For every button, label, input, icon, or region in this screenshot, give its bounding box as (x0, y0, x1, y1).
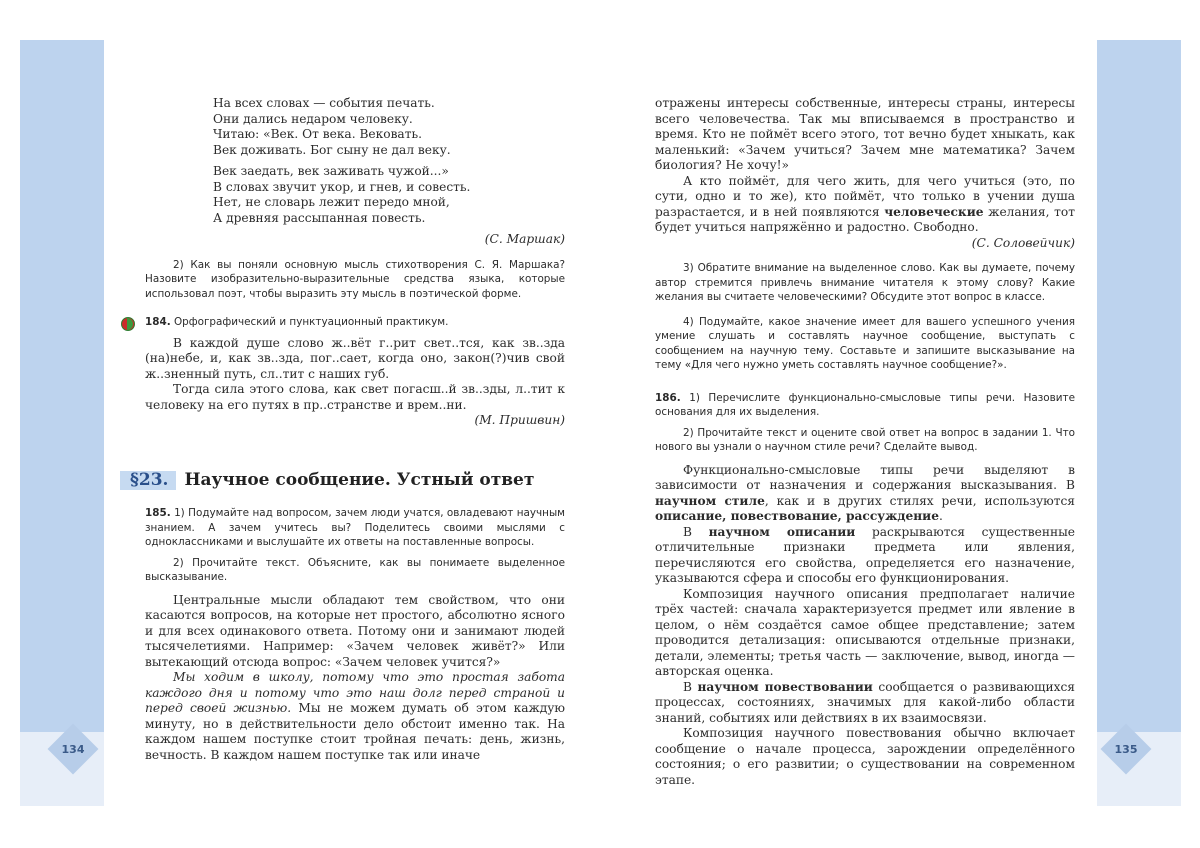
exercise-number: 185. (145, 507, 171, 519)
exercise-186-task-2: 2) Прочитайте текст и оцените свой ответ на вопрос в задании 1. Что нового вы узнали о научном стиле речи? Сделайте вывод. (655, 426, 1075, 453)
text-part: раскрываются существенные отличительные признаки предмета или явления, перечисляются его свойства, определяется его назначение, указываются сфера и способы его функционирования. (655, 524, 1075, 585)
theory-paragraph-1 (655, 463, 1075, 525)
task-text: 1) Подумайте над вопросом, зачем люди учатся, овладевают научным знанием. А зачем учитесь вы? Поделитесь своими мыслями с одноклассниками и выслушайте их ответы на поставленные вопросы. (145, 507, 565, 548)
poem-line: В словах звучит укор, и гнев, и совесть. (213, 179, 471, 194)
exercise-185-task-1 (145, 506, 565, 550)
poem-stanza-2 (213, 164, 565, 226)
text-part: . (938, 509, 943, 523)
bold-term: научном стиле (655, 493, 765, 508)
bold-word: человеческие (884, 204, 984, 219)
poem-line: Нет, не словарь лежит передо мной, (213, 195, 450, 209)
exercise-number: 184. (145, 316, 171, 328)
exercise-186-task-1 (655, 391, 1075, 420)
theory-paragraph-5: Композиция научного повествования обычно включает сообщение о начале процесса, зарождении определённого состояния; о его развитии; о существовании на современном этапе. (655, 726, 1075, 787)
poem-line: А древняя рассыпанная повесть. (213, 210, 426, 225)
poem-line: На всех словах — события печать. (213, 96, 435, 110)
task-2: 2) Как вы поняли основную мысль стихотворения С. Я. Маршака? Назовите изобразительно-выразительные средства языка, которые использовал поэт, чтобы выразить эту мысль в поэтической форме. (145, 258, 565, 300)
poem (213, 96, 565, 226)
exercise-184-paragraph-2: Тогда сила этого слова, как свет погасш..й зв..зды, л..тит к человеку на его путях в пр..странстве и врем..ни. (145, 382, 565, 412)
highlighted-statement: Мы ходим в школу, потому что это простая забота каждого дня и потому что это наш долг перед страной и перед своей жизнью. (145, 670, 565, 715)
exercise-185-task-2: 2) Прочитайте текст. Объясните, как вы понимаете выделенное высказывание. (145, 556, 565, 583)
section-number: §23. (120, 471, 176, 491)
right-margin-band (1097, 40, 1181, 803)
section-title: Научное сообщение. Устный ответ (184, 469, 535, 490)
text-part: , как и в других стилях речи, используются (764, 493, 1076, 508)
theory-paragraph-2 (655, 525, 1075, 587)
task-3: 3) Обратите внимание на выделенное слово. Как вы думаете, почему автор стремится привлечь внимание читателя к этому слову? Какие желания вы считаете человеческими? Обсудите этот вопрос в классе. (655, 262, 1075, 303)
poem-line: Читаю: «Век. От века. Вековать. (213, 127, 422, 141)
exercise-184-paragraph-1: В каждой душе слово ж..вёт г..рит свет..тся, как зв..зда (на)небе, и, как зв..зда, пог..сает, когда оно, закон(?)чив свой ж..зненный путь, сл..тит с наших губ. (145, 335, 565, 381)
task-4: 4) Подумайте, какое значение имеет для вашего успешного учения умение слушать и составлять научное сообщение, выступать с сообщением на научную тему. Составьте и запишите высказывание на тему «Для чего нужно уметь составлять научное сообщение?». (655, 315, 1075, 371)
continued-paragraph-2 (655, 174, 1075, 236)
right-page-number: 135 (1114, 743, 1138, 756)
exercise-184-header (145, 315, 565, 330)
bold-term: описание, повествование, рассуждение (655, 509, 939, 523)
theory-paragraph-4 (655, 680, 1075, 727)
exercise-number: 186. (655, 391, 681, 404)
task-text: 1) Перечислите функционально-смысловые типы речи. Назовите основания для их выделения. (655, 391, 1075, 418)
poem-line: Они дались недаром человеку. (213, 111, 413, 126)
poem-stanza-1 (213, 96, 565, 158)
practicum-icon (121, 317, 135, 331)
text-part: В (683, 524, 709, 539)
text-part: желания, тот будет учиться напряжённо и радостно. Свободно. (655, 204, 1075, 234)
text-part: сообщается о развивающихся процессах, состояниях, значимых для какой-либо области знаний, событиях или действиях в их взаимосвязи. (655, 679, 1075, 725)
text-paragraph-1: Центральные мысли обладают тем свойством, что они касаются вопросов, на которые нет простого, абсолютно ясного и для всех одинакового ответа. Потому они и занимают людей тысячелетиями. Например: «Зачем человек живёт?» Или вытекающий отсюда вопрос: «Зачем человек учится?» (145, 592, 565, 669)
text-paragraph-2 (145, 670, 565, 763)
poem-line: Век заедать, век заживать чужой...» (213, 164, 449, 178)
text-part: Функционально-смысловые типы речи выделяют в зависимости от назначения и содержания высказывания. В (655, 462, 1075, 492)
poem-author: (С. Маршак) (484, 232, 565, 246)
theory-paragraph-3: Композиция научного описания предполагает наличие трёх частей: сначала характеризуется предмет или явление в целом, о нём создаётся самое общее представление; затем проводится детализация: описываются отдельные признаки, детали, элементы; третья часть — заключение, вывод, иногда — авторская оценка. (655, 586, 1075, 678)
right-page (655, 96, 1075, 788)
poem-line: Век доживать. Бог сыну не дал веку. (213, 142, 451, 157)
left-page (130, 96, 566, 763)
continued-author: (С. Соловейчик) (971, 235, 1075, 250)
bold-term: научном описании (708, 524, 856, 539)
section-heading (120, 471, 565, 491)
continued-paragraph-1: отражены интересы собственные, интересы страны, интересы всего человечества. Так мы вписываемся в пространство и время. Кто не поймёт всего этого, тот вечно будет хныкать, как маленький: «Зачем учиться? Зачем мне математика? Зачем биология? Не хочу!» (655, 96, 1075, 172)
text-rest: Мы не можем думать об этом каждую минуту, но в действительности дело обстоит именно так. На каждом нашем поступке стоит тройная печать: день, жизнь, вечность. В каждом нашем поступке так или иначе (145, 701, 566, 762)
left-page-number: 134 (61, 743, 85, 756)
left-margin-band (20, 40, 104, 803)
exercise-title: Орфографический и пунктуационный практикум. (173, 316, 449, 328)
exercise-184-author: (М. Пришвин) (474, 413, 565, 427)
bold-term: научном повествовании (697, 679, 873, 694)
text-part: А кто поймёт, для чего жить, для чего учиться (это, по сути, одно и то же), кто поймёт, что только в учении душа разрастается, и в ней появляются (655, 173, 1075, 219)
text-part: В (683, 679, 698, 694)
